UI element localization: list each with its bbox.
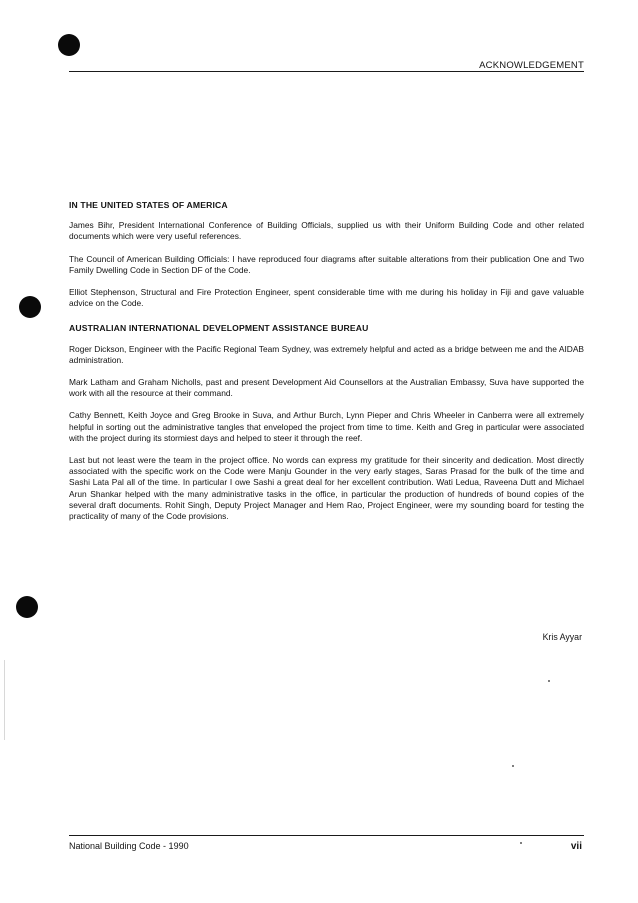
scan-margin-mark	[4, 660, 5, 740]
paragraph-dickson: Roger Dickson, Engineer with the Pacific Regional Team Sydney, was extremely helpful and acted as a bridge between me and the AIDAB administration.	[69, 343, 584, 365]
scan-speck	[520, 842, 522, 844]
paragraph-project-team: Last but not least were the team in the project office. No words can express my gratitude for their sincerity and dedication. Most directly associated with the specific work on the Code were Manju Gounder in the very early stages, Saras Prasad for the bulk of the time and Sashi Lata Pal all of the time. In particular I owe Sashi a great deal for her excellent contribution. Wati Ledua, Raveena Dutt and Michael Arun Shankar helped with the many administrative tasks in the office, in particular the production of hundreds of bound copies of the several draft documents. Rohit Singh, Deputy Project Manager and Hem Rao, Project Engineer, were my sounding board for testing the practicality of many of the Code provisions.	[69, 455, 584, 522]
section-heading-usa: IN THE UNITED STATES OF AMERICA	[69, 200, 228, 210]
paragraph-stephenson: Elliot Stephenson, Structural and Fire Protection Engineer, spent considerable time with me during his holiday in Fiji and gave valuable advice on the Code.	[69, 287, 584, 309]
scan-speck	[512, 765, 514, 767]
header-rule	[69, 71, 584, 72]
binder-hole-bottom	[16, 596, 38, 618]
footer-rule	[69, 835, 584, 836]
scan-speck	[548, 680, 550, 682]
paragraph-latham: Mark Latham and Graham Nicholls, past and present Development Aid Counsellors at the Australian Embassy, Suva have supported the work with all the resource at their command.	[69, 377, 584, 399]
running-header-title: ACKNOWLEDGEMENT	[479, 60, 584, 71]
paragraph-bennett: Cathy Bennett, Keith Joyce and Greg Brooke in Suva, and Arthur Burch, Lynn Pieper and Chris Wheeler in Canberra were all extremely helpful in sorting out the administrative tangles that enveloped the project from time to time. Keith and Greg in particular were associated with the project during its stormiest days and helped to steer it through the reef.	[69, 410, 584, 443]
section-aidab	[69, 323, 584, 522]
binder-hole-middle	[19, 296, 41, 318]
paragraph-bihr: James Bihr, President International Conference of Building Officials, supplied us with their Uniform Building Code and other related documents which were very useful references.	[69, 220, 584, 242]
signature: Kris Ayyar	[542, 632, 582, 642]
footer-publication: National Building Code - 1990	[69, 841, 189, 851]
section-heading-aidab: AUSTRALIAN INTERNATIONAL DEVELOPMENT ASSISTANCE BUREAU	[69, 323, 369, 334]
section-usa	[69, 200, 584, 309]
page-body	[69, 200, 584, 533]
paragraph-council: The Council of American Building Officials: I have reproduced four diagrams after suitable alterations from their publication One and Two Family Dwelling Code in Section DF of the Code.	[69, 253, 584, 275]
page-number: vii	[570, 841, 582, 852]
binder-hole-top	[58, 34, 80, 56]
